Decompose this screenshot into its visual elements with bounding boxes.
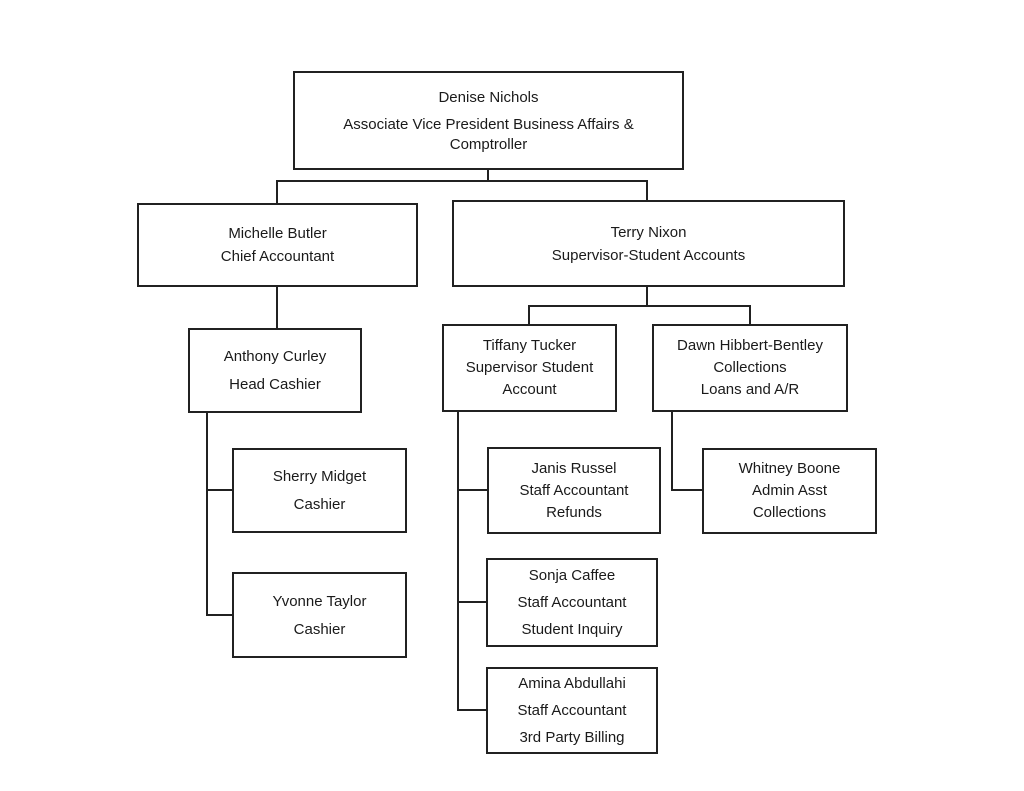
person-title: Head Cashier bbox=[229, 376, 321, 393]
connector-line bbox=[208, 614, 232, 616]
org-node-sonja-caffee bbox=[486, 558, 658, 647]
org-node-dawn-hibbert-bentley bbox=[652, 324, 848, 412]
person-name: Amina Abdullahi bbox=[518, 675, 626, 692]
person-name: Tiffany Tucker bbox=[482, 337, 577, 354]
connector-line bbox=[276, 180, 648, 182]
connector-line bbox=[459, 489, 487, 491]
person-title: Supervisor Student Account bbox=[465, 359, 594, 398]
connector-line bbox=[457, 412, 459, 711]
org-node-whitney-boone bbox=[702, 448, 877, 534]
person-name: Janis Russel bbox=[531, 459, 617, 477]
org-node-tiffany-tucker bbox=[442, 324, 617, 412]
connector-line bbox=[528, 305, 751, 307]
connector-line bbox=[646, 180, 648, 200]
person-title: Cashier bbox=[293, 620, 346, 638]
connector-line bbox=[206, 413, 208, 616]
person-subtitle: Collections bbox=[752, 504, 827, 521]
person-title: Supervisor-Student Accounts bbox=[551, 246, 746, 264]
person-subtitle: Student Inquiry bbox=[521, 621, 623, 638]
connector-line bbox=[459, 601, 486, 603]
person-name: Sonja Caffee bbox=[528, 567, 616, 584]
person-title: Staff Accountant bbox=[519, 481, 629, 499]
person-title: Associate Vice President Business Affairs & Comptroller bbox=[343, 115, 634, 153]
org-node-janis-russel bbox=[487, 447, 661, 534]
person-name: Whitney Boone bbox=[738, 460, 841, 477]
connector-line bbox=[749, 305, 751, 324]
connector-line bbox=[528, 305, 530, 324]
person-name: Michelle Butler bbox=[228, 225, 327, 242]
connector-line bbox=[276, 180, 278, 203]
org-node-yvonne-taylor bbox=[232, 572, 407, 658]
connector-line bbox=[276, 287, 278, 328]
person-title: Staff Accountant bbox=[517, 702, 627, 719]
connector-line bbox=[673, 489, 702, 491]
org-node-sherry-midget bbox=[232, 448, 407, 533]
person-subtitle: Loans and A/R bbox=[700, 381, 800, 398]
person-title: Chief Accountant bbox=[220, 248, 335, 265]
org-node-terry-nixon bbox=[452, 200, 845, 287]
person-name: Anthony Curley bbox=[223, 348, 327, 365]
person-title: Cashier bbox=[293, 496, 346, 513]
connector-line bbox=[646, 287, 648, 307]
person-name: Terry Nixon bbox=[610, 223, 687, 241]
person-title: Staff Accountant bbox=[517, 594, 627, 611]
person-subtitle: 3rd Party Billing bbox=[519, 729, 625, 746]
org-node-amina-abdullahi bbox=[486, 667, 658, 754]
person-subtitle: Refunds bbox=[546, 503, 602, 521]
connector-line bbox=[671, 412, 673, 491]
org-node-anthony-curley bbox=[188, 328, 362, 413]
person-name: Denise Nichols bbox=[438, 88, 539, 106]
connector-line bbox=[459, 709, 486, 711]
person-name: Dawn Hibbert-Bentley bbox=[677, 337, 823, 354]
org-node-denise-nichols bbox=[293, 71, 684, 170]
person-title: Admin Asst bbox=[751, 482, 828, 499]
connector-line bbox=[208, 489, 232, 491]
person-title: Collections bbox=[713, 359, 787, 376]
person-name: Sherry Midget bbox=[272, 468, 367, 485]
person-name: Yvonne Taylor bbox=[272, 592, 367, 610]
org-node-michelle-butler bbox=[137, 203, 418, 287]
